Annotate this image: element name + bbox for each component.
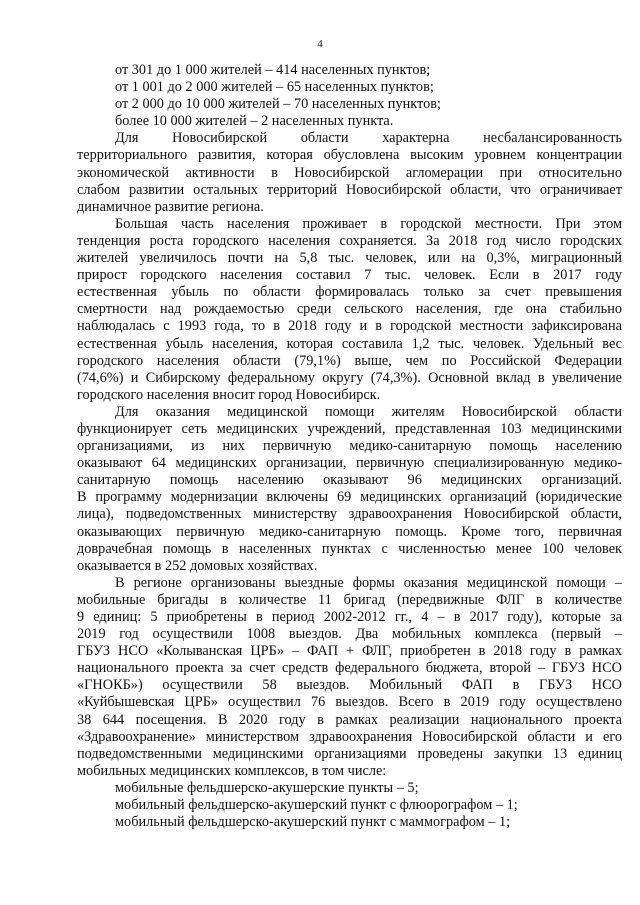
text-line: динамичное развитие региона. [77,198,264,215]
text-line: мобильный фельдшерско-акушерский пункт с флюорографом – 1; [115,797,518,814]
text-line: оказывается в 252 домовых хозяйствах. [77,557,318,574]
page-number: 4 [317,38,323,50]
text-line: подведомственными медицинскими организациями проведены закупки 13 единиц [77,745,622,762]
text-line: естественная убыль по области формировалась только за счет превышения [77,284,622,301]
document-body [77,62,622,831]
text-line: от 301 до 1 000 жителей – 414 населенных пунктов; [115,62,431,78]
text-line: жителей увеличилось почти на 5,8 тыс. человек, или на 0,3%, миграционный [77,250,622,267]
text-line: мобильных медицинских комплексов, в том числе: [77,762,387,779]
text-line: 38 644 посещения. В 2020 году в рамках реализации национального проекта [77,711,622,728]
text-line: доврачебная помощь в населенных пунктах с численностью менее 100 человек [77,540,622,557]
text-line: Для оказания медицинской помощи жителям Новосибирской области [115,403,622,420]
text-line: оказывающих первичную медико-санитарную помощь. Кроме того, первичная [77,523,622,540]
text-line: Для Новосибирской области характерна несбалансированность [115,130,622,147]
text-line: наблюдалась с 1993 года, то в 2018 году и в городской местности зафиксирована [77,318,622,335]
text-line: тенденция роста городского населения сохраняется. За 2018 год число городских [77,232,622,249]
text-line: мобильные бригады в количестве 11 бригад (передвижные ФЛГ в количестве [77,591,622,608]
text-line: экономической активности в Новосибирской агломерации при относительно [77,164,622,181]
text-line: Большая часть населения проживает в городской местности. При этом [115,215,622,232]
text-line: мобильные фельдшерско-акушерские пункты – 5; [115,779,419,796]
text-line: более 10 000 жителей – 2 населенных пункта. [115,113,394,130]
text-line: функционирует сеть медицинских учреждений, представленная 103 медицинскими [77,420,622,437]
text-line: прирост городского населения составил 7 тыс. человек. Если в 2017 году [77,267,622,284]
text-line: национального проекта за счет средств федерального бюджета, второй – ГБУЗ НСО [77,660,622,677]
text-line: (74,6%) и Сибирскому федеральному округу (74,3%). Основной вклад в увеличение [77,369,622,386]
text-line: «Куйбышевская ЦРБ» осуществил 76 выездов. Всего в 2019 году осуществлено [77,694,622,711]
text-line: В регионе организованы выездные формы оказания медицинской помощи – [115,574,622,591]
text-line: от 2 000 до 10 000 жителей – 70 населенных пунктов; [115,96,441,113]
text-line: смертности над рождаемостью среди сельского населения, где она стабильно [77,301,622,318]
text-line: естественная убыль населения, которая составила 1,2 тыс. человек. Удельный вес [77,335,622,352]
text-line: слабом развитии остальных территорий Новосибирской области, что ограничивает [77,181,622,198]
text-line: мобильный фельдшерско-акушерский пункт с маммографом – 1; [115,814,511,831]
text-line: В программу модернизации включены 69 медицинских организаций (юридические [77,489,622,506]
text-line: санитарную помощь населению оказывают 96 медицинских организаций. [77,472,622,489]
text-line: ГБУЗ НСО «Колыванская ЦРБ» – ФАП + ФЛГ, приобретен в 2018 году в рамках [77,643,622,660]
text-line: 9 единиц: 5 приобретены в период 2002-2012 гг., 4 – в 2017 году), которые за [77,609,622,625]
text-line: организациями, из них первичную медико-санитарную помощь населению [77,438,622,455]
text-line: «Здравоохранение» министерством здравоохранения Новосибирской области и его [77,728,622,745]
text-line: лица), подведомственных министерству здравоохранения Новосибирской области, [77,506,622,523]
text-line: городского населения области (79,1%) выше, чем по Российской Федерации [77,352,622,369]
text-line: городского населения вносит город Новосибирск. [77,386,381,403]
text-line: оказывают 64 медицинских организации, первичную специализированную медико- [77,455,622,472]
text-line: 2019 год осуществили 1008 выездов. Два мобильных комплекса (первый – [77,626,622,643]
text-line: «ГНОКБ») осуществили 58 выездов. Мобильный ФАП в ГБУЗ НСО [77,677,622,694]
text-line: от 1 001 до 2 000 жителей – 65 населенных пунктов; [115,79,434,96]
text-line: территориального развития, которая обусловлена высоким уровнем концентрации [77,147,622,164]
